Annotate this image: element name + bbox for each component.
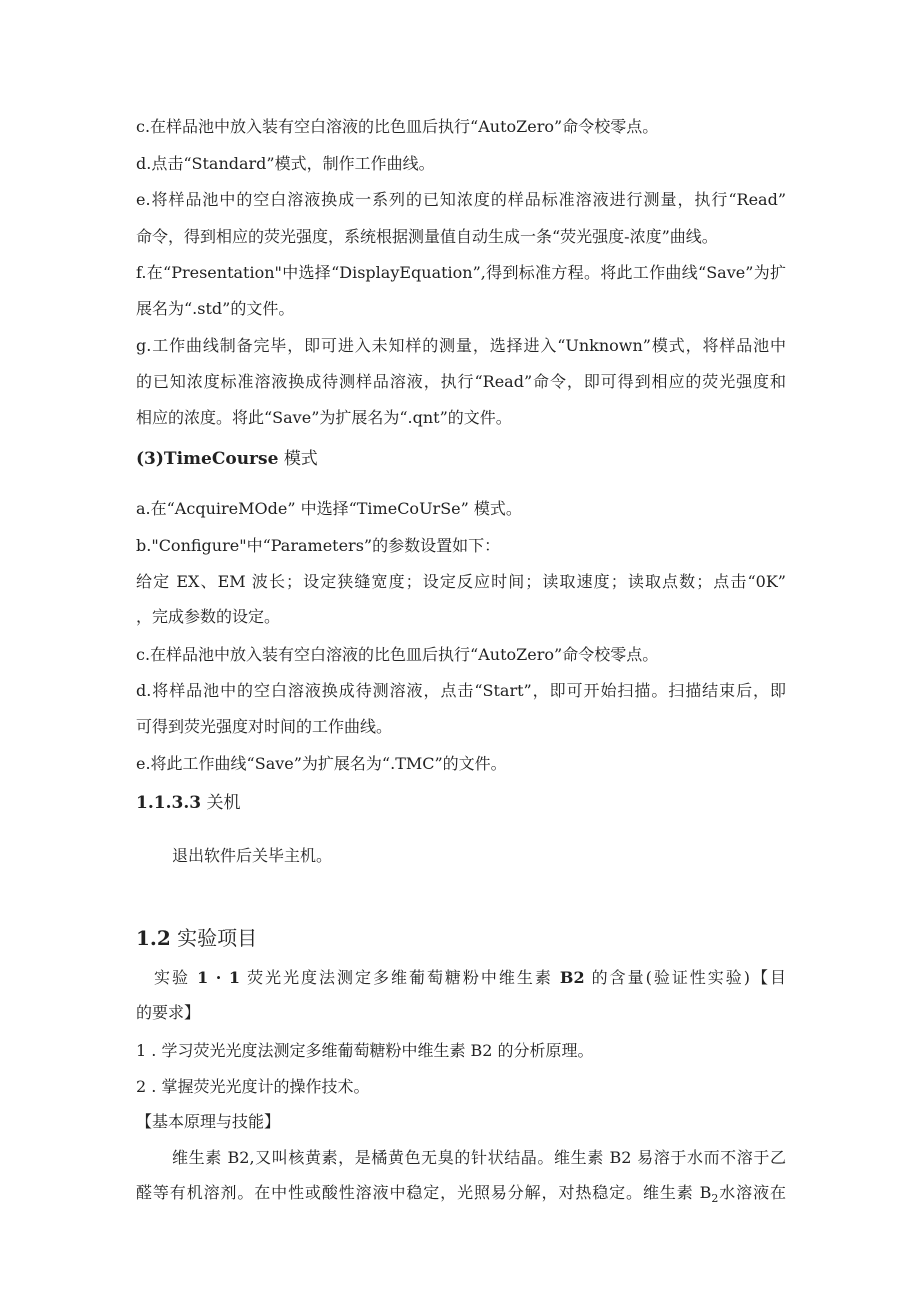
step-d-standard: d.点击“Standard”模式，制作工作曲线。: [136, 154, 435, 173]
experiment-title-line-1: [154, 967, 786, 989]
experiment-title-prefix: 实验: [154, 968, 190, 987]
step-c-autozero: c.在样品池中放入装有空白溶液的比色皿后执行“AutoZero”命令校零点。: [136, 117, 659, 136]
tc-step-e: e.将此工作曲线“Save”为扩展名为“.TMC”的文件。: [136, 754, 507, 773]
shutdown-heading: [136, 792, 786, 814]
experiment-title-main: 荧光光度法测定多维葡萄糖粉中维生素: [247, 968, 553, 987]
tc-step-d-line-1: d.将样品池中的空白溶液换成待测溶液，点击“Start”，即可开始扫描。扫描结束后，即: [136, 681, 786, 700]
section-heading-text: 实验项目: [177, 926, 258, 950]
timecourse-heading-number: (3)TimeCourse: [136, 449, 279, 469]
shutdown-text: 退出软件后关毕主机。: [172, 846, 333, 865]
principle-paragraph-line-1: 维生素 B2,又叫核黄素，是橘黄色无臭的针状结晶。维生素 B2 易溶于水而不溶于乙: [172, 1148, 786, 1167]
step-f-line-1: f.在“Presentation"中选择“DisplayEquation”,得到标准方程。将此工作曲线“Save”为扩: [136, 263, 786, 282]
tc-step-b: b."Configure"中“Parameters”的参数设置如下：: [136, 536, 501, 555]
experiment-number: 1 · 1: [197, 968, 241, 987]
tc-params-line-1: 给定 EX、EM 波长；设定狭缝宽度；设定反应时间；读取速度；读取点数；点击“0K”: [136, 572, 786, 591]
section-heading-number: 1.2: [136, 926, 171, 950]
principle-line-2-end: 水溶液在: [718, 1183, 786, 1202]
principle-paragraph-line-2: [136, 1182, 786, 1210]
tc-params-line-2: ，完成参数的设定。: [136, 607, 281, 626]
tc-step-d-line-2: 可得到荧光强度对时间的工作曲线。: [136, 717, 393, 736]
subscript-2: 2: [711, 1192, 719, 1206]
step-g-line-2: 的已知浓度标准溶液换成待测样品溶液，执行“Read”命令，即可得到相应的荧光强度和: [136, 372, 786, 391]
basic-principles-heading: 【基本原理与技能】: [136, 1112, 281, 1131]
shutdown-heading-number: 1.1.3.3: [136, 793, 202, 813]
principle-line-2-text: 醛等有机溶剂。在中性或酸性溶液中稳定，光照易分解，对热稳定。维生素 B: [136, 1183, 712, 1202]
timecourse-heading-text: 模式: [283, 449, 318, 469]
tc-step-c: c.在样品池中放入装有空白溶液的比色皿后执行“AutoZero”命令校零点。: [136, 645, 659, 664]
requirement-2: 2 . 掌握荧光光度计的操作技术。: [136, 1077, 370, 1096]
step-e-line-2: 命令，得到相应的荧光强度，系统根据测量值自动生成一条“荧光强度-浓度”曲线。: [136, 227, 718, 246]
experiment-vitamin: B2: [559, 968, 585, 987]
experiment-title-line-2: 的要求】: [136, 1003, 201, 1022]
step-e-line-1: e.将样品池中的空白溶液换成一系列的已知浓度的样品标准溶液进行测量，执行“Read”: [136, 190, 786, 209]
step-f-line-2: 展名为“.std”的文件。: [136, 299, 295, 318]
timecourse-heading: [136, 448, 786, 470]
step-g-line-1: g.工作曲线制备完毕，即可进入未知样的测量，选择进入“Unknown”模式，将样品池中: [136, 336, 786, 355]
tc-step-a: a.在“AcquireMOde” 中选择“TimeCoUrSe” 模式。: [136, 499, 522, 518]
requirement-1: 1 . 学习荧光光度法测定多维葡萄糖粉中维生素 B2 的分析原理。: [136, 1041, 594, 1060]
step-g-line-3: 相应的浓度。将此“Save”为扩展名为“.qnt”的文件。: [136, 408, 512, 427]
section-heading-experiments: [136, 925, 786, 951]
shutdown-heading-text: 关机: [206, 793, 241, 813]
experiment-title-suffix: 的含量(验证性实验)【目: [591, 968, 786, 987]
